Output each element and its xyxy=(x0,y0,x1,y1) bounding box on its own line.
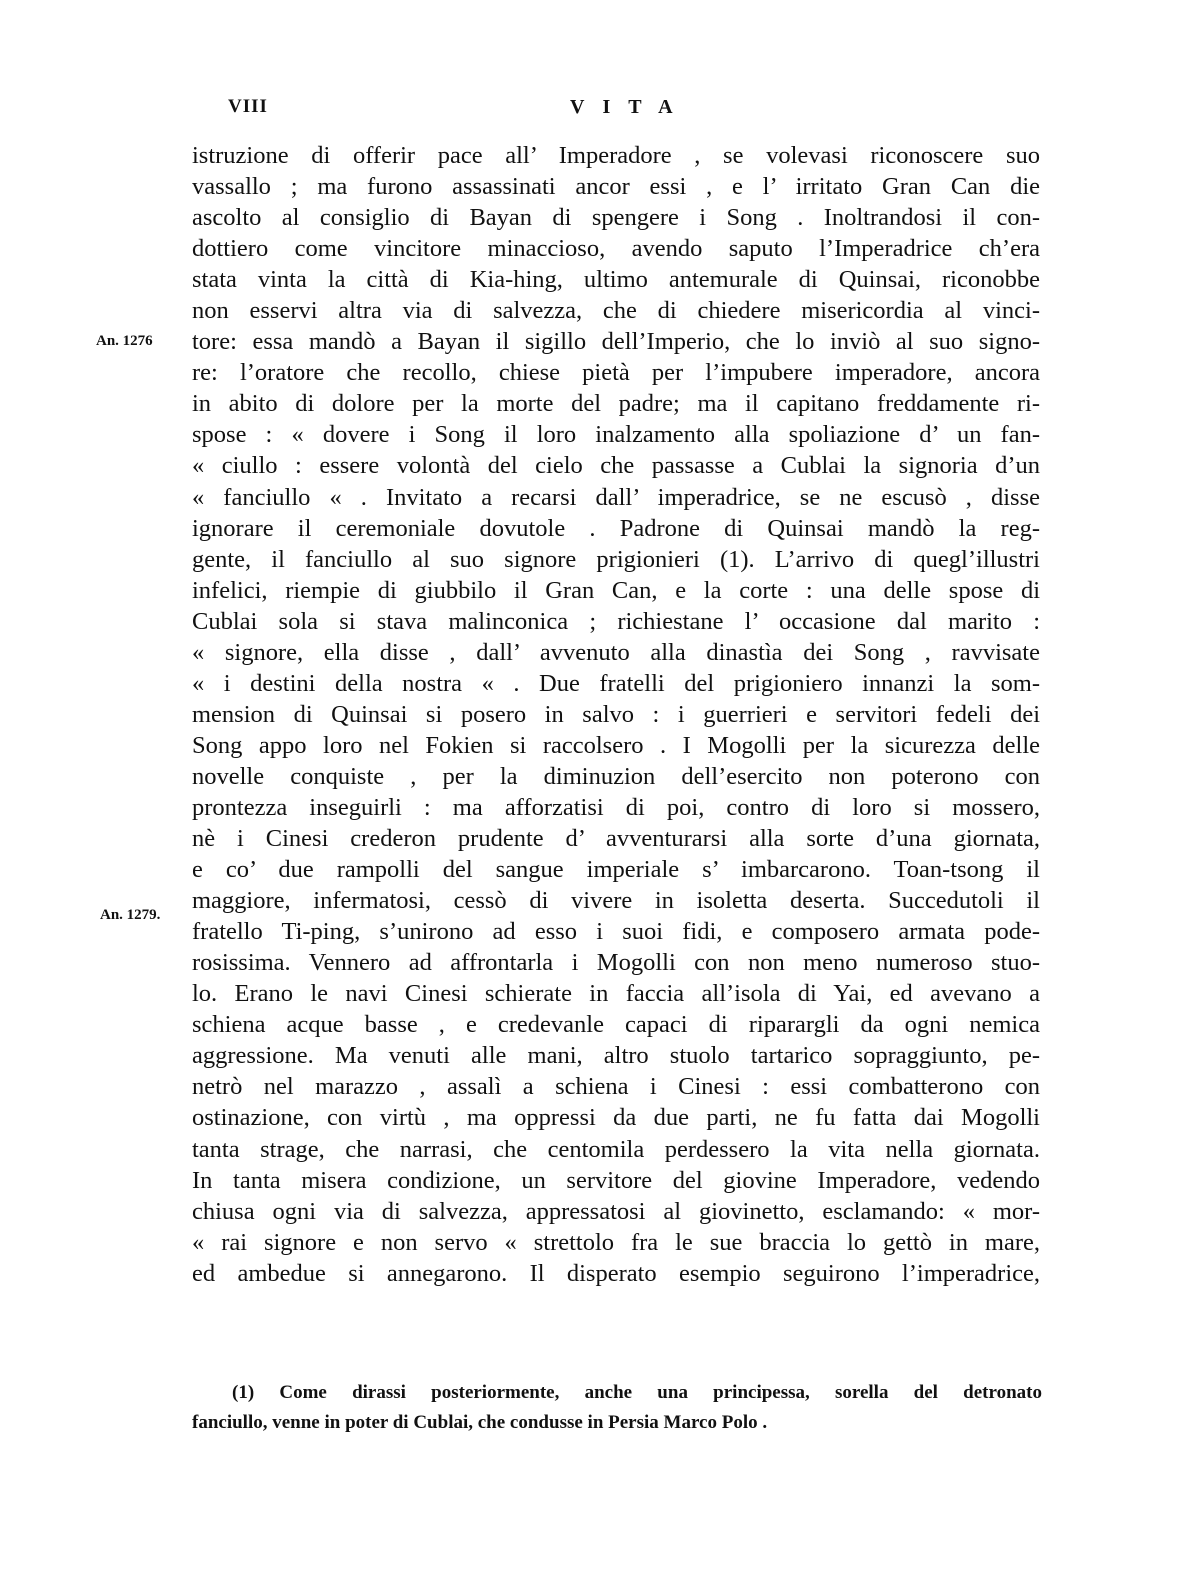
text-line: schiena acque basse , e credevanle capaci di riparargli da ogni nemica xyxy=(192,1011,1040,1039)
text-line: e co’ due rampolli del sangue imperiale s’ imbarcarono. Toan-tsong il xyxy=(192,856,1040,884)
text-line: aggressione. Ma venuti alle mani, altro stuolo tartarico sopraggiunto, pe- xyxy=(192,1042,1040,1070)
text-line: istruzione di offerir pace all’ Imperadore , se volevasi riconoscere suo xyxy=(192,142,1040,169)
text-line: « rai signore e non servo « strettolo fra le sue braccia lo gettò in mare, xyxy=(192,1228,1040,1256)
text-line: novelle conquiste , per la diminuzion dell’esercito non poterono con xyxy=(192,762,1040,790)
text-line: re: l’oratore che recollo, chiese pietà per l’impubere imperadore, ancora xyxy=(192,359,1040,387)
text-line: gente, il fanciullo al suo signore prigionieri (1). L’arrivo di quegl’illustri xyxy=(192,545,1040,573)
text-line: Cublai sola si stava malinconica ; richiestane l’ occasione dal marito : xyxy=(192,607,1040,635)
text-line: fratello Ti-ping, s’unirono ad esso i suoi fidi, e composero armata pode- xyxy=(192,918,1040,946)
text-line: « i destini della nostra « . Due fratelli del prigioniero innanzi la som- xyxy=(192,669,1040,697)
body-text xyxy=(192,140,1040,1289)
footnote-line: fanciullo, venne in poter di Cublai, che condusse in Persia Marco Polo . xyxy=(192,1412,768,1433)
text-line: spose : « dovere i Song il loro inalzamento alla spoliazione d’ un fan- xyxy=(192,421,1040,449)
text-line: nè i Cinesi crederon prudente d’ avventurarsi alla sorte d’una giornata, xyxy=(192,825,1040,853)
text-line: infelici, riempie di giubbilo il Gran Can, e la corte : una delle spose di xyxy=(192,576,1040,604)
page-header xyxy=(190,96,1050,126)
running-title: VITA xyxy=(570,96,691,118)
text-line: stata vinta la città di Kia-hing, ultimo antemurale di Quinsai, riconobbe xyxy=(192,266,1040,294)
text-line: Song appo loro nel Fokien si raccolsero . I Mogolli per la sicurezza delle xyxy=(192,731,1040,759)
footnote xyxy=(192,1378,1042,1438)
text-line: ostinazione, con virtù , ma oppressi da due parti, ne fu fatta dai Mogolli xyxy=(192,1104,1040,1132)
text-line: ed ambedue si annegarono. Il disperato esempio seguirono l’imperadrice, xyxy=(192,1259,1040,1287)
text-line: dottiero come vincitore minaccioso, avendo saputo l’Imperadrice ch’era xyxy=(192,235,1040,263)
text-line: In tanta misera condizione, un servitore del giovine Imperadore, vedendo xyxy=(192,1166,1040,1194)
text-line: in abito di dolore per la morte del padre; ma il capitano freddamente ri- xyxy=(192,390,1040,418)
text-line: tanta strage, che narrasi, che centomila perdessero la vita nella giornata. xyxy=(192,1135,1040,1163)
margin-note-year: An. 1276 xyxy=(96,333,153,349)
page-number: VIII xyxy=(228,96,268,117)
text-line: ignorare il ceremoniale dovutole . Padrone di Quinsai mandò la reg- xyxy=(192,514,1040,542)
text-line: mension di Quinsai si posero in salvo : i guerrieri e servitori fedeli dei xyxy=(192,700,1040,728)
text-line: vassallo ; ma furono assassinati ancor essi , e l’ irritato Gran Can die xyxy=(192,173,1040,201)
text-line: « ciullo : essere volontà del cielo che passasse a Cublai la signoria d’un xyxy=(192,452,1040,480)
text-line: maggiore, infermatosi, cessò di vivere in isoletta deserta. Succedutoli il xyxy=(192,887,1040,915)
text-line: chiusa ogni via di salvezza, appressatosi al giovinetto, esclamando: « mor- xyxy=(192,1197,1040,1225)
footnote-line: (1) Come dirassi posteriormente, anche una principessa, sorella del detronato xyxy=(232,1382,1042,1403)
text-line: « signore, ella disse , dall’ avvenuto alla dinastìa dei Song , ravvisate xyxy=(192,638,1040,666)
text-line: non esservi altra via di salvezza, che di chiedere misericordia al vinci- xyxy=(192,297,1040,325)
text-line: ascolto al consiglio di Bayan di spengere i Song . Inoltrandosi il con- xyxy=(192,204,1040,232)
margin-note-year: An. 1279. xyxy=(100,907,161,923)
text-line: « fanciullo « . Invitato a recarsi dall’ imperadrice, se ne escusò , disse xyxy=(192,483,1040,511)
text-line: lo. Erano le navi Cinesi schierate in faccia all’isola di Yai, ed avevano a xyxy=(192,980,1040,1008)
text-line: tore: essa mandò a Bayan il sigillo dell’Imperio, che lo inviò al suo signo- xyxy=(192,328,1040,356)
text-line: netrò nel marazzo , assalì a schiena i Cinesi : essi combatterono con xyxy=(192,1073,1040,1101)
text-line: prontezza inseguirli : ma afforzatisi di poi, contro di loro si mossero, xyxy=(192,793,1040,821)
text-line: rosissima. Vennero ad affrontarla i Mogolli con non meno numeroso stuo- xyxy=(192,949,1040,977)
